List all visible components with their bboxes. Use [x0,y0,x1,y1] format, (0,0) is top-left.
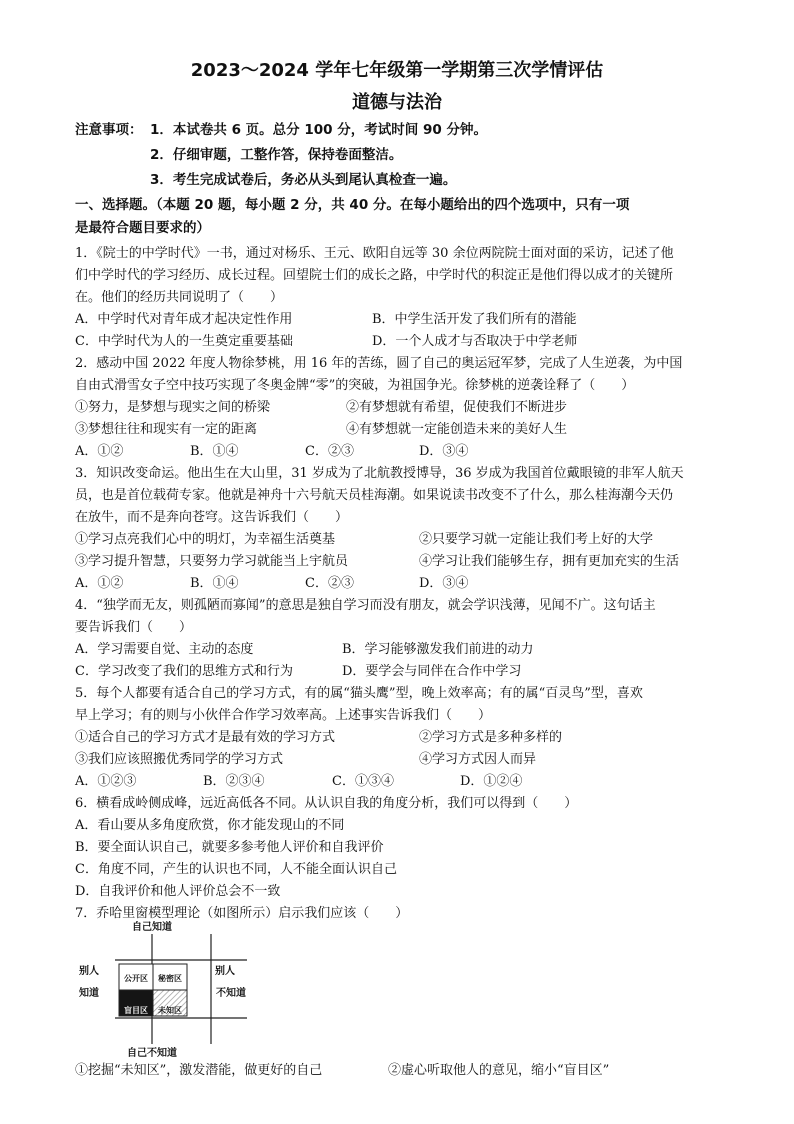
option-c: C．学习改变了我们的思维方式和行为 [75,664,293,679]
label-others-known-1: 别人 [79,966,99,977]
statement: ④学习方式因人而异 [419,752,537,767]
question-text: 要告诉我们（ ） [75,620,193,635]
label-self-known: 自己知道 [132,922,172,933]
note-item: 3．考生完成试卷后，务必从头到尾认真检查一遍。 [150,172,457,188]
label-others-unknown-1: 别人 [215,966,235,977]
option-d: D．①②④ [460,774,523,789]
label-others-unknown-2: 不知道 [216,988,246,999]
exam-title: 2023～2024 学年七年级第一学期第三次学情评估 [190,60,604,81]
question-text: 2．感动中国 2022 年度人物徐梦桃，用 16 年的苦练，圆了自己的奥运冠军梦，完成了人生逆袭，为中国 [75,356,683,371]
question-text: 3．知识改变命运。他出生在大山里，31 岁成为了北航教授博导，36 岁成为我国首位戴眼镜的非军人航天 [75,466,684,481]
option-b: B．要全面认识自己，就要多参考他人评价和自我评价 [75,840,384,855]
option-a: A．中学时代对青年成才起决定性作用 [75,312,293,327]
option-a: A．①② [75,444,124,459]
label-others-known-2: 知道 [79,988,99,999]
option-b: B．②③④ [203,774,265,789]
statement: ②只要学习就一定能让我们考上好的大学 [419,532,654,547]
statement: ①努力，是梦想与现实之间的桥梁 [75,400,271,415]
option-d: D．③④ [419,444,469,459]
question-text: 1．《院士的中学时代》一书，通过对杨乐、王元、欧阳自远等 30 余位两院院士面对面的采访，记述了他 [75,246,674,261]
option-c: C．角度不同，产生的认识也不同，人不能全面认识自己 [75,862,397,877]
option-b: B．学习能够激发我们前进的动力 [342,642,534,657]
option-a: A．看山要从多角度欣赏，你才能发现山的不同 [75,818,345,833]
option-b: B．①④ [190,444,239,459]
question-text: 4．“独学而无友，则孤陋而寡闻”的意思是独自学习而没有朋友，就会学识浅薄，见闻不广。这句话主 [75,598,656,613]
note-item: 1．本试卷共 6 页。总分 100 分，考试时间 90 分钟。 [150,122,487,138]
option-c: C．中学时代为人的一生奠定重要基础 [75,334,293,349]
note-item: 2．仔细审题，工整作答，保持卷面整洁。 [150,147,403,163]
statement: ①适合自己的学习方式才是最有效的学习方式 [75,730,336,745]
question-text: 6．横看成岭侧成峰，远近高低各不同。从认识自我的角度分析，我们可以得到（ ） [75,796,578,811]
public-area-label: 公开区 [124,974,148,983]
blind-area-label: 盲目区 [124,1006,148,1015]
statement: ①挖掘“未知区”，激发潜能，做更好的自己 [75,1063,323,1078]
option-c: C．②③ [305,576,354,591]
option-d: D．要学会与同伴在合作中学习 [342,664,522,679]
notes-label: 注意事项： [75,122,143,138]
statement: ①学习点亮我们心中的明灯，为幸福生活奠基 [75,532,336,547]
option-a: A．①②③ [75,774,137,789]
question-text: 早上学习；有的则与小伙伴合作学习效率高。上述事实告诉我们（ ） [75,708,492,723]
statement: ③我们应该照搬优秀同学的学习方式 [75,752,284,767]
question-text: 自由式滑雪女子空中技巧实现了冬奥金牌“零”的突破，为祖国争光。徐梦桃的逆袭诠释了（ ） [75,378,635,393]
section-heading-cont: 是最符合题目要求的） [75,220,210,236]
unknown-area-label: 未知区 [158,1006,182,1015]
option-c: C．②③ [305,444,354,459]
johari-window-figure [75,920,285,1060]
option-d: D．自我评价和他人评价总会不一致 [75,884,281,899]
option-c: C．①③④ [332,774,394,789]
question-text: 员，也是首位载荷专家。他就是神舟十六号航天员桂海潮。如果说读书改变不了什么，那么桂海潮今天仍 [75,488,674,503]
option-d: D．一个人成才与否取决于中学老师 [372,334,578,349]
option-b: B．①④ [190,576,239,591]
question-text: 在。他们的经历共同说明了（ ） [75,290,284,305]
option-d: D．③④ [419,576,469,591]
statement: ②虚心听取他人的意见，缩小“盲目区” [388,1063,610,1078]
statement: ④有梦想就一定能创造未来的美好人生 [346,422,568,437]
question-text: 们中学时代的学习经历、成长过程。回望院士们的成长之路，中学时代的积淀正是他们得以成才的关键所 [75,268,674,283]
statement: ④学习让我们能够生存，拥有更加充实的生活 [419,554,680,569]
option-a: A．学习需要自觉、主动的态度 [75,642,254,657]
subject-title: 道德与法治 [352,92,442,113]
option-b: B．中学生活开发了我们所有的潜能 [372,312,577,327]
secret-area-label: 秘密区 [158,974,182,983]
question-text: 5．每个人都要有适合自己的学习方式，有的属“猫头鹰”型，晚上效率高；有的属“百灵鸟”型，喜欢 [75,686,643,701]
question-text: 在放牛，而不是奔向苍穹。这告诉我们（ ） [75,510,349,525]
statement: ③梦想往往和现实有一定的距离 [75,422,258,437]
label-self-unknown: 自己不知道 [127,1048,177,1059]
option-a: A．①② [75,576,124,591]
statement: ③学习提升智慧，只要努力学习就能当上宇航员 [75,554,349,569]
section-heading: 一、选择题。（本题 20 题，每小题 2 分，共 40 分。在每小题给出的四个选项中，只有一项 [75,197,630,213]
question-text: 7．乔哈里窗模型理论（如图所示）启示我们应该（ ） [75,906,409,921]
statement: ②学习方式是多种多样的 [419,730,563,745]
statement: ②有梦想就有希望，促使我们不断进步 [346,400,568,415]
